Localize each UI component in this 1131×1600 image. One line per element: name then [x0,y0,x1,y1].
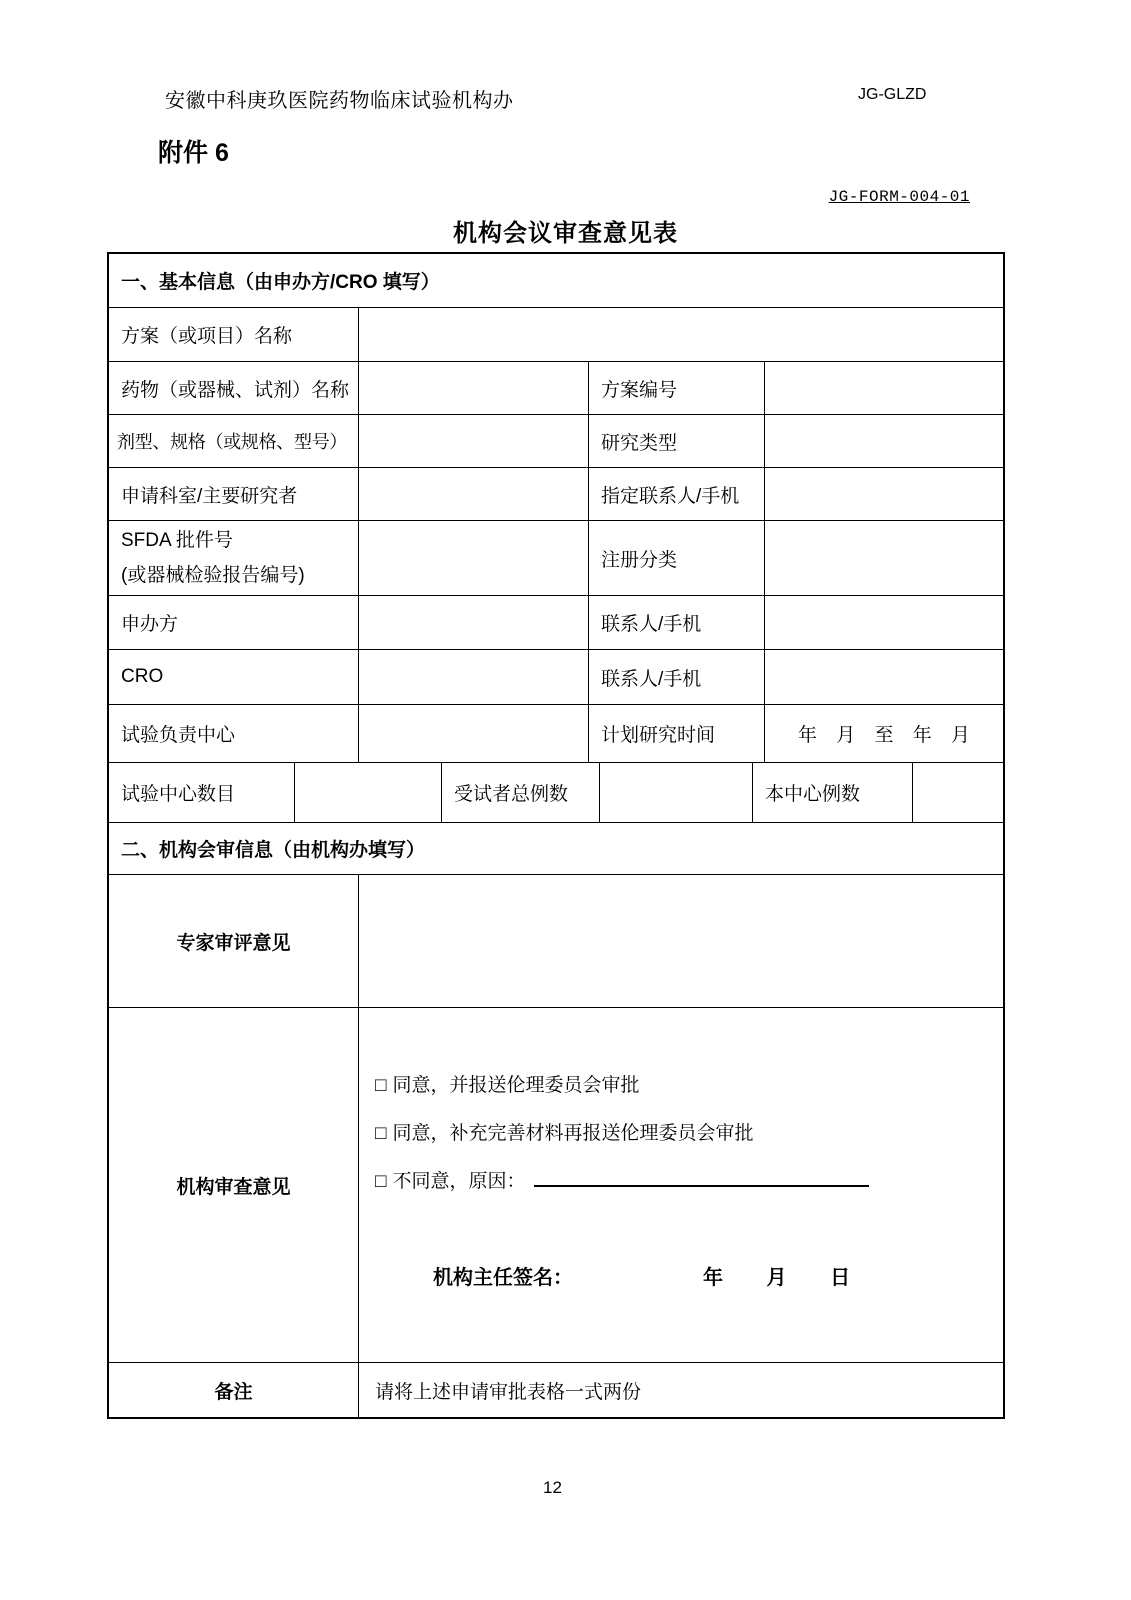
planned-time-input[interactable]: 年 月 至 年 月 [797,725,971,746]
sponsor-input[interactable] [359,596,589,649]
table-row [109,468,1003,521]
table-row [109,415,1003,468]
table-row [109,875,1003,1008]
sponsor-contact-label: 联系人/手机 [589,596,765,649]
checkbox-icon[interactable]: □ [375,1171,387,1192]
document-header-left: 安徽中科庚玖医院药物临床试验机构办 [165,90,514,112]
option-agree-with-supplement-label: 同意，补充完善材料再报送伦理委员会审批 [392,1123,754,1144]
option-agree-label: 同意，并报送伦理委员会审批 [392,1075,640,1096]
designated-contact-label: 指定联系人/手机 [589,468,765,520]
table-row [109,362,1003,415]
section1-heading-row [109,254,1003,308]
cro-label: CRO [109,650,359,704]
expert-opinion-label: 专家审评意见 [109,875,359,1007]
checkbox-icon[interactable]: □ [375,1123,387,1144]
site-subjects-label: 本中心例数 [753,763,913,822]
signature-line [375,1261,1003,1290]
table-row [109,308,1003,362]
sfda-approval-input[interactable] [359,521,589,595]
drug-name-input[interactable] [359,362,589,414]
option-disagree-label: 不同意，原因： [392,1171,526,1192]
study-type-input[interactable] [765,415,1003,467]
cro-contact-input[interactable] [765,650,1003,704]
drug-name-label: 药物（或器械、试剂）名称 [109,362,359,414]
option-agree[interactable] [375,1070,1003,1097]
planned-time-label: 计划研究时间 [589,705,765,762]
sponsor-contact-input[interactable] [765,596,1003,649]
document-code-header: JG-GLZD [858,86,927,103]
table-row [109,596,1003,650]
registration-class-label: 注册分类 [589,521,765,595]
sponsor-label: 申办方 [109,596,359,649]
sfda-approval-label-line2: (或器械检验报告编号) [121,565,305,586]
table-row [109,1008,1003,1363]
remark-label: 备注 [109,1363,359,1417]
section2-heading-row [109,823,1003,875]
remark-value: 请将上述申请审批表格一式两份 [375,1381,642,1403]
page-title: 机构会议审查意见表 [453,220,678,247]
review-form-table [107,252,1005,1419]
option-agree-with-supplement[interactable] [375,1118,1003,1145]
study-type-label: 研究类型 [589,415,765,467]
sfda-approval-label [109,521,359,595]
expert-opinion-input[interactable] [359,875,1003,1007]
center-count-label: 试验中心数目 [109,763,295,822]
section1-heading: 一、基本信息（由申办方/CRO 填写） [121,272,440,293]
total-subjects-label: 受试者总例数 [442,763,600,822]
section2-heading: 二、机构会审信息（由机构办填写） [121,840,426,861]
dosage-form-input[interactable] [359,415,589,467]
department-label: 申请科室/主要研究者 [109,468,359,520]
protocol-name-input[interactable] [359,308,1003,361]
designated-contact-input[interactable] [765,468,1003,520]
center-count-input[interactable] [295,763,442,822]
director-signature-label: 机构主任签名： [433,1267,573,1289]
option-disagree[interactable] [375,1166,1003,1193]
sfda-approval-label-line1: SFDA 批件号 [121,529,233,551]
cro-input[interactable] [359,650,589,704]
table-row [109,705,1003,763]
checkbox-icon[interactable]: □ [375,1075,387,1096]
signature-date-label: 年 月 日 [703,1267,851,1289]
protocol-no-input[interactable] [765,362,1003,414]
review-opinion-cell [359,1008,1003,1362]
dosage-form-label: 剂型、规格（或规格、型号） [109,415,359,467]
leading-center-input[interactable] [359,705,589,762]
total-subjects-input[interactable] [600,763,753,822]
review-opinion-label: 机构审查意见 [109,1008,359,1362]
cro-contact-label: 联系人/手机 [589,650,765,704]
attachment-label: 附件 6 [158,139,229,167]
protocol-no-label: 方案编号 [589,362,765,414]
table-row [109,521,1003,596]
table-row [109,650,1003,705]
form-code: JG-FORM-004-01 [828,188,970,206]
table-row [109,763,1003,823]
leading-center-label: 试验负责中心 [109,705,359,762]
department-input[interactable] [359,468,589,520]
site-subjects-input[interactable] [913,763,1003,822]
page-number: 12 [543,1478,562,1497]
reason-blank-line[interactable] [534,1166,869,1187]
table-row [109,1363,1003,1417]
protocol-name-label: 方案（或项目）名称 [109,308,359,361]
registration-class-input[interactable] [765,521,1003,595]
